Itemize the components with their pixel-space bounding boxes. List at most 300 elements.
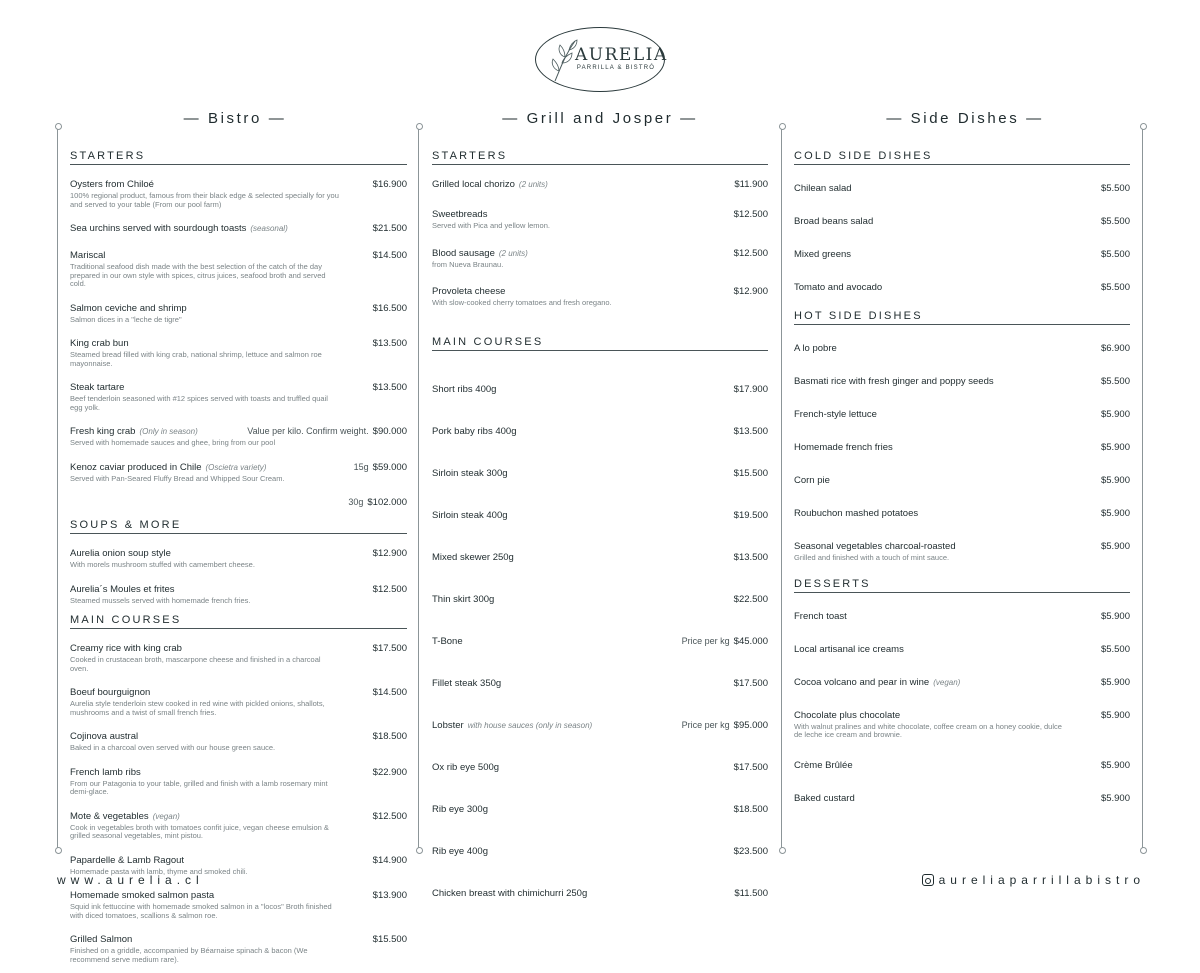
menu-item-price-group bbox=[682, 631, 768, 649]
menu-item-title bbox=[432, 243, 528, 261]
menu-item-price-group bbox=[734, 883, 768, 901]
menu-item-name: Mote & vegetables bbox=[70, 810, 149, 822]
menu-item-price: $16.500 bbox=[372, 302, 407, 314]
menu-item-price-qualifier: Price per kg bbox=[681, 635, 730, 646]
menu-item bbox=[432, 281, 768, 308]
menu-item-name: Chocolate plus chocolate bbox=[794, 709, 901, 721]
menu-item-price-group bbox=[734, 174, 768, 192]
menu-item-price: $5.900 bbox=[1100, 610, 1130, 622]
menu-item bbox=[432, 379, 768, 397]
sides-hot-section bbox=[794, 310, 1130, 563]
menu-item-price: $102.000 bbox=[367, 497, 407, 508]
menu-item-price-group bbox=[1101, 178, 1130, 196]
menu-item-price-group bbox=[373, 885, 407, 903]
grill-column bbox=[432, 150, 768, 925]
menu-item bbox=[794, 755, 1130, 773]
menu-item-row bbox=[794, 606, 1130, 624]
menu-item-title bbox=[432, 757, 499, 775]
menu-item-price-group bbox=[1101, 277, 1130, 295]
menu-item-price: $5.500 bbox=[1100, 249, 1130, 260]
menu-item-price-group bbox=[373, 218, 407, 236]
menu-item-name: Mariscal bbox=[70, 250, 106, 261]
menu-item-title bbox=[432, 281, 505, 299]
menu-item-title bbox=[432, 204, 487, 222]
menu-item-title bbox=[432, 379, 496, 397]
menu-item-row bbox=[794, 705, 1130, 723]
menu-item-name: Fillet steak 350g bbox=[432, 677, 502, 689]
section-heading: STARTERS bbox=[432, 150, 768, 165]
menu-item bbox=[432, 589, 768, 607]
menu-item-title bbox=[70, 682, 150, 700]
menu-item-row bbox=[794, 536, 1130, 554]
menu-item bbox=[432, 174, 768, 192]
menu-item bbox=[70, 245, 407, 289]
menu-item-name: French lamb ribs bbox=[70, 766, 141, 778]
menu-item-description: With morels mushroom stuffed with camembert cheese. bbox=[70, 560, 255, 569]
menu-item-row bbox=[70, 806, 407, 824]
menu-item-name: Seasonal vegetables charcoal-roasted bbox=[794, 541, 956, 552]
menu-item-price: $23.500 bbox=[733, 845, 768, 857]
menu-item-title bbox=[794, 244, 851, 262]
menu-item-price-group bbox=[373, 638, 407, 656]
menu-item-row bbox=[70, 543, 407, 561]
menu-item-row bbox=[70, 762, 407, 780]
menu-item-price-group bbox=[373, 245, 407, 263]
menu-item-price: $5.900 bbox=[1100, 475, 1130, 486]
menu-item-row bbox=[432, 204, 768, 222]
divider-line bbox=[418, 127, 419, 850]
menu-item bbox=[794, 536, 1130, 563]
menu-item-name: Oysters from Chiloé bbox=[70, 179, 154, 190]
menu-item-price: $12.500 bbox=[372, 810, 407, 822]
menu-item bbox=[432, 841, 768, 859]
menu-item-description: Cook in vegetables broth with tomatoes confit juice, vegan cheese emulsion & grilled seasonal vegetables, mint pistou. bbox=[70, 822, 329, 840]
menu-item-row bbox=[70, 377, 407, 395]
menu-item-note: (seasonal) bbox=[250, 224, 288, 233]
menu-item-price-group bbox=[373, 333, 407, 351]
menu-item-price: $11.500 bbox=[734, 887, 768, 899]
menu-item-row bbox=[432, 379, 768, 397]
menu-item bbox=[432, 505, 768, 523]
menu-item-note: (2 units) bbox=[518, 180, 548, 189]
menu-item-title bbox=[70, 726, 138, 744]
menu-item-name: Mixed greens bbox=[794, 249, 852, 260]
menu-item bbox=[70, 929, 407, 964]
menu-item-title bbox=[432, 715, 592, 733]
menu-item bbox=[70, 457, 407, 484]
menu-item-name: Basmati rice with fresh ginger and poppy seeds bbox=[794, 376, 994, 387]
menu-item-price: $5.900 bbox=[1100, 709, 1130, 721]
menu-item-name: Cocoa volcano and pear in wine bbox=[794, 676, 930, 688]
menu-item-name: Homemade french fries bbox=[794, 442, 893, 453]
bistro-soups-section bbox=[70, 519, 407, 605]
menu-item-price: $5.900 bbox=[1100, 442, 1130, 453]
menu-item-name: Baked custard bbox=[794, 792, 855, 804]
menu-item-row bbox=[432, 631, 768, 649]
menu-item-price: $5.900 bbox=[1100, 541, 1130, 552]
menu-item-price: $17.500 bbox=[733, 677, 768, 689]
menu-item-name: Aurelia´s Moules et frites bbox=[70, 583, 175, 595]
menu-item-description: Squid ink fettuccine with homemade smoked salmon in a "locos" Broth finished with diced tomatoes, scallions & salmon roe. bbox=[70, 902, 332, 920]
menu-item-name: A lo pobre bbox=[794, 343, 837, 354]
menu-item-price: $13.500 bbox=[733, 551, 768, 563]
menu-item-row bbox=[432, 243, 768, 261]
menu-item-name: Salmon ceviche and shrimp bbox=[70, 302, 187, 314]
menu-item-description: From our Patagonia to your table, grilled and finish with a lamb rosemary mint demi-glace. bbox=[70, 778, 328, 796]
menu-item-name: Sirloin steak 300g bbox=[432, 467, 508, 479]
menu-item-name: Ox rib eye 500g bbox=[432, 761, 500, 773]
menu-item-row bbox=[432, 174, 768, 192]
menu-item-description: Steamed bread filled with king crab, national shrimp, lettuce and salmon roe mayonnaise. bbox=[70, 350, 322, 368]
instagram-handle-text: aureliaparrillabistro bbox=[938, 873, 1145, 887]
menu-item bbox=[794, 437, 1130, 455]
menu-item-row bbox=[432, 841, 768, 859]
menu-item-name: Provoleta cheese bbox=[432, 286, 506, 297]
brand-name: AURELIA bbox=[575, 45, 668, 65]
menu-item-title bbox=[432, 799, 488, 817]
menu-item-title bbox=[432, 505, 508, 523]
menu-item-name: Kenoz caviar produced in Chile bbox=[70, 461, 202, 473]
menu-item bbox=[432, 204, 768, 231]
menu-item-price-group bbox=[734, 673, 768, 691]
section-heading: DESSERTS bbox=[794, 578, 1130, 593]
menu-item-price: $90.000 bbox=[372, 426, 407, 437]
menu-item-description: With walnut pralines and white chocolate, coffee cream on a honey cookie, dulce de leche ice cream and brownie. bbox=[794, 721, 1062, 739]
menu-item-row bbox=[70, 885, 407, 903]
menu-item-price: $5.900 bbox=[1100, 792, 1130, 804]
menu-item-name: Tomato and avocado bbox=[794, 282, 883, 293]
brand-subtitle: PARRILLA & BISTRÓ bbox=[576, 65, 656, 71]
menu-item bbox=[794, 211, 1130, 229]
menu-item-title bbox=[70, 762, 141, 780]
menu-item-price-group bbox=[1101, 338, 1130, 356]
menu-item bbox=[70, 492, 407, 510]
menu-item-price: $5.900 bbox=[1100, 759, 1130, 771]
sides-column bbox=[794, 150, 1130, 821]
menu-item-price-group bbox=[734, 841, 768, 859]
menu-item-price-group bbox=[734, 799, 768, 817]
divider-line bbox=[1142, 127, 1143, 850]
menu-item-price-group bbox=[734, 204, 768, 222]
menu-item-title bbox=[70, 579, 175, 597]
menu-item-title bbox=[432, 547, 514, 565]
menu-item-price: $16.900 bbox=[372, 179, 407, 190]
menu-item-name: Blood sausage bbox=[432, 247, 495, 259]
menu-item-name: King crab bun bbox=[70, 338, 129, 349]
menu-item bbox=[70, 218, 407, 236]
menu-item-name: Creamy rice with king crab bbox=[70, 643, 182, 654]
menu-item-note: with house sauces (only in season) bbox=[467, 720, 593, 730]
menu-item-name: Homemade smoked salmon pasta bbox=[70, 890, 215, 901]
menu-item-description: Finished on a griddle, accompanied by Béarnaise spinach & bacon (We recommend serve medium rare). bbox=[70, 946, 308, 964]
menu-item-name: Chilean salad bbox=[794, 183, 852, 194]
menu-item-title bbox=[794, 404, 877, 422]
menu-item-name: Grilled local chorizo bbox=[432, 179, 515, 190]
section-heading: HOT SIDE DISHES bbox=[794, 310, 1130, 325]
menu-item-description: Steamed mussels served with homemade french fries. bbox=[70, 595, 251, 605]
menu-item-note: (vegan) bbox=[152, 811, 180, 821]
menu-item-price-group bbox=[373, 850, 407, 868]
menu-item-price-group bbox=[1101, 755, 1130, 773]
menu-item-title bbox=[70, 421, 198, 439]
bistro-main-section bbox=[70, 614, 407, 964]
menu-item-name: T-Bone bbox=[432, 635, 463, 647]
menu-item bbox=[432, 799, 768, 817]
menu-item-price-group bbox=[373, 298, 407, 316]
menu-item-title bbox=[70, 218, 288, 236]
menu-item-name: Boeuf bourguignon bbox=[70, 687, 151, 698]
divider-line bbox=[781, 127, 782, 850]
menu-item-row bbox=[794, 338, 1130, 356]
menu-item-price-group bbox=[348, 492, 407, 510]
menu-item bbox=[794, 371, 1130, 389]
menu-item-row bbox=[794, 503, 1130, 521]
menu-item-title bbox=[70, 543, 171, 561]
menu-item-price-group bbox=[1101, 211, 1130, 229]
menu-item-row bbox=[70, 174, 407, 192]
instagram-icon bbox=[922, 874, 934, 886]
menu-item-title bbox=[432, 673, 501, 691]
menu-item-name: Steak tartare bbox=[70, 382, 125, 393]
menu-item bbox=[432, 463, 768, 481]
menu-item bbox=[794, 788, 1130, 806]
section-heading: COLD SIDE DISHES bbox=[794, 150, 1130, 165]
menu-item-row bbox=[432, 281, 768, 299]
menu-item bbox=[432, 673, 768, 691]
menu-item-row bbox=[432, 673, 768, 691]
menu-item-price: $12.500 bbox=[372, 583, 407, 595]
menu-item-price-group bbox=[734, 463, 768, 481]
menu-item-price: $5.900 bbox=[1100, 409, 1130, 420]
menu-item bbox=[794, 470, 1130, 488]
menu-item-name: Short ribs 400g bbox=[432, 383, 497, 395]
menu-item-title bbox=[70, 850, 184, 868]
menu-item-price: $45.000 bbox=[733, 635, 768, 647]
menu-item-row bbox=[432, 589, 768, 607]
menu-item-price: $12.500 bbox=[733, 247, 768, 259]
menu-item-row bbox=[794, 244, 1130, 262]
menu-item-row bbox=[432, 883, 768, 901]
menu-item-row bbox=[432, 757, 768, 775]
menu-item-price: $59.000 bbox=[372, 461, 407, 473]
menu-item-name: Thin skirt 300g bbox=[432, 593, 495, 605]
menu-item-price: $5.900 bbox=[1100, 676, 1130, 688]
menu-item-price-group bbox=[373, 806, 407, 824]
menu-item-price: $17.900 bbox=[733, 383, 768, 395]
menu-item-name: Fresh king crab bbox=[70, 426, 136, 437]
menu-item bbox=[794, 503, 1130, 521]
menu-item-row bbox=[432, 547, 768, 565]
menu-item-price-group bbox=[247, 421, 407, 439]
menu-item bbox=[70, 806, 407, 841]
menu-item bbox=[70, 543, 407, 570]
menu-item-price-group bbox=[734, 757, 768, 775]
section-heading: MAIN COURSES bbox=[432, 336, 768, 351]
menu-item-price-group bbox=[1101, 244, 1130, 262]
menu-item-name: Rib eye 300g bbox=[432, 803, 488, 815]
menu-item-row bbox=[70, 298, 407, 316]
menu-item-price: $22.900 bbox=[372, 766, 407, 778]
menu-item-row bbox=[794, 211, 1130, 229]
menu-item-row bbox=[70, 421, 407, 439]
menu-item-note: (vegan) bbox=[933, 677, 961, 687]
menu-item bbox=[794, 277, 1130, 295]
menu-item-row bbox=[794, 277, 1130, 295]
menu-item-title bbox=[70, 638, 182, 656]
menu-item-row bbox=[70, 333, 407, 351]
menu-item-description: Aurelia style tenderloin stew cooked in red wine with pickled onions, shallots, mushrooms and a twist of small french fries. bbox=[70, 699, 325, 717]
menu-item-price-group bbox=[734, 421, 768, 439]
menu-item-title bbox=[794, 705, 900, 723]
menu-item-name: Crème Brûlée bbox=[794, 759, 853, 771]
menu-item-price-group bbox=[734, 505, 768, 523]
menu-item-name: French toast bbox=[794, 610, 847, 622]
menu-item-price-group bbox=[1101, 404, 1130, 422]
menu-item-title bbox=[794, 178, 852, 196]
menu-item-price-group bbox=[1101, 705, 1130, 723]
menu-item-row bbox=[70, 929, 407, 947]
menu-item-title bbox=[794, 606, 847, 624]
column-title-sides: — Side Dishes — bbox=[886, 110, 1044, 127]
menu-item-price: $12.900 bbox=[372, 548, 407, 559]
menu-item-description: With slow-cooked cherry tomatoes and fresh oregano. bbox=[432, 298, 612, 307]
menu-item-title bbox=[794, 788, 855, 806]
menu-item bbox=[432, 421, 768, 439]
menu-item-name: French-style lettuce bbox=[794, 409, 877, 420]
menu-item bbox=[70, 421, 407, 448]
menu-item-description: Grilled and finished with a touch of mint sauce. bbox=[794, 553, 950, 562]
menu-item bbox=[794, 178, 1130, 196]
menu-item-note: (Oscietra variety) bbox=[205, 462, 267, 472]
menu-item-price-group bbox=[734, 547, 768, 565]
menu-item-price: $17.500 bbox=[372, 643, 407, 654]
menu-item-row bbox=[70, 492, 407, 510]
menu-item-title bbox=[70, 245, 105, 263]
menu-item bbox=[794, 672, 1130, 690]
menu-item-row bbox=[794, 470, 1130, 488]
menu-item bbox=[432, 715, 768, 733]
menu-item-description: Baked in a charcoal oven served with our house green sauce. bbox=[70, 743, 276, 752]
menu-item-name: Chicken breast with chimichurri 250g bbox=[432, 887, 588, 899]
menu-item-name: Mixed skewer 250g bbox=[432, 551, 514, 563]
column-title-grill: — Grill and Josper — bbox=[502, 110, 698, 127]
menu-item-row bbox=[70, 245, 407, 263]
menu-item bbox=[432, 757, 768, 775]
menu-item bbox=[432, 547, 768, 565]
menu-item-title bbox=[794, 371, 994, 389]
menu-item-price-group bbox=[354, 457, 407, 475]
menu-item bbox=[70, 377, 407, 412]
grill-main-section bbox=[432, 336, 768, 901]
menu-item-row bbox=[70, 638, 407, 656]
menu-item-price: $5.500 bbox=[1100, 643, 1130, 655]
menu-item-row bbox=[794, 788, 1130, 806]
menu-item-name: Local artisanal ice creams bbox=[794, 643, 904, 655]
menu-item-title bbox=[432, 463, 508, 481]
menu-item-price-qualifier: 30g bbox=[348, 497, 364, 507]
menu-item bbox=[70, 726, 407, 753]
menu-item-title bbox=[70, 929, 132, 947]
menu-item-title bbox=[794, 536, 956, 554]
menu-item-title bbox=[794, 437, 893, 455]
menu-item-title bbox=[794, 211, 873, 229]
menu-item-title bbox=[70, 377, 124, 395]
menu-item-description: Served with homemade sauces and ghee, bring from our pool bbox=[70, 438, 276, 447]
menu-item-price-group bbox=[373, 762, 407, 780]
menu-item-name: Broad beans salad bbox=[794, 216, 874, 227]
menu-item-row bbox=[794, 371, 1130, 389]
menu-item-price-group bbox=[373, 682, 407, 700]
menu-item-price-group bbox=[1101, 788, 1130, 806]
section-heading: SOUPS & MORE bbox=[70, 519, 407, 534]
menu-item-price: $14.500 bbox=[372, 250, 407, 261]
menu-item-row bbox=[794, 437, 1130, 455]
website-link[interactable]: www.aurelia.cl bbox=[57, 873, 204, 887]
menu-item-price: $12.900 bbox=[733, 286, 768, 297]
menu-item-price: $21.500 bbox=[372, 223, 407, 234]
menu-item-name: Aurelia onion soup style bbox=[70, 548, 171, 559]
menu-item-row bbox=[794, 755, 1130, 773]
menu-item bbox=[432, 631, 768, 649]
menu-item-description: Salmon dices in a "leche de tigre" bbox=[70, 314, 182, 324]
menu-item-row bbox=[794, 178, 1130, 196]
menu-item-price-group bbox=[1101, 503, 1130, 521]
menu-item-row bbox=[794, 639, 1130, 657]
menu-item-description: Served with Pica and yellow lemon. bbox=[432, 221, 550, 230]
menu-item-row bbox=[432, 421, 768, 439]
menu-item-name: Papardelle & Lamb Ragout bbox=[70, 854, 185, 866]
menu-item-price: $18.500 bbox=[733, 803, 768, 815]
grill-starters-section bbox=[432, 150, 768, 308]
menu-item-price: $15.500 bbox=[372, 934, 407, 945]
menu-item-title bbox=[432, 589, 494, 607]
menu-item-title bbox=[794, 672, 960, 690]
menu-item-description: Homemade pasta with lamb, thyme and smoked chili. bbox=[70, 866, 248, 876]
logo bbox=[535, 27, 668, 92]
menu-item-name: Cojinova austral bbox=[70, 731, 139, 742]
menu-item-name: Lobster bbox=[432, 719, 464, 731]
menu-item-price: $12.500 bbox=[733, 209, 768, 220]
menu-item-price-group bbox=[373, 929, 407, 947]
instagram-handle[interactable] bbox=[922, 873, 1145, 887]
menu-item-price: $5.500 bbox=[1100, 216, 1130, 227]
menu-item-title bbox=[432, 421, 517, 439]
menu-item-note: (Only in season) bbox=[139, 427, 198, 436]
divider-line bbox=[57, 127, 58, 850]
menu-item-name: Grilled Salmon bbox=[70, 934, 133, 945]
menu-item-name: Sea urchins served with sourdough toasts bbox=[70, 223, 247, 234]
menu-item-description: Served with Pan-Seared Fluffy Bread and Whipped Sour Cream. bbox=[70, 473, 285, 483]
menu-item-title bbox=[794, 503, 918, 521]
menu-item-title bbox=[794, 639, 904, 657]
menu-item-title bbox=[432, 883, 587, 901]
menu-item-name: Sweetbreads bbox=[432, 209, 488, 220]
menu-item-price: $11.900 bbox=[734, 179, 768, 190]
menu-item-description: from Nueva Braunau. bbox=[432, 259, 504, 269]
menu-item-price: $18.500 bbox=[372, 731, 407, 742]
menu-item-price: $13.500 bbox=[733, 425, 768, 437]
menu-item-row bbox=[70, 579, 407, 597]
menu-item-title bbox=[432, 174, 548, 192]
section-heading: STARTERS bbox=[70, 150, 407, 165]
menu-item bbox=[70, 885, 407, 920]
bistro-column bbox=[70, 150, 407, 973]
menu-item-price-group bbox=[1101, 606, 1130, 624]
menu-item-price-group bbox=[1101, 437, 1130, 455]
menu-item-description: 100% regional product, famous from their black edge & selected specially for you and served to your table (From our pool farm) bbox=[70, 191, 339, 209]
menu-item bbox=[794, 338, 1130, 356]
menu-item bbox=[794, 705, 1130, 740]
